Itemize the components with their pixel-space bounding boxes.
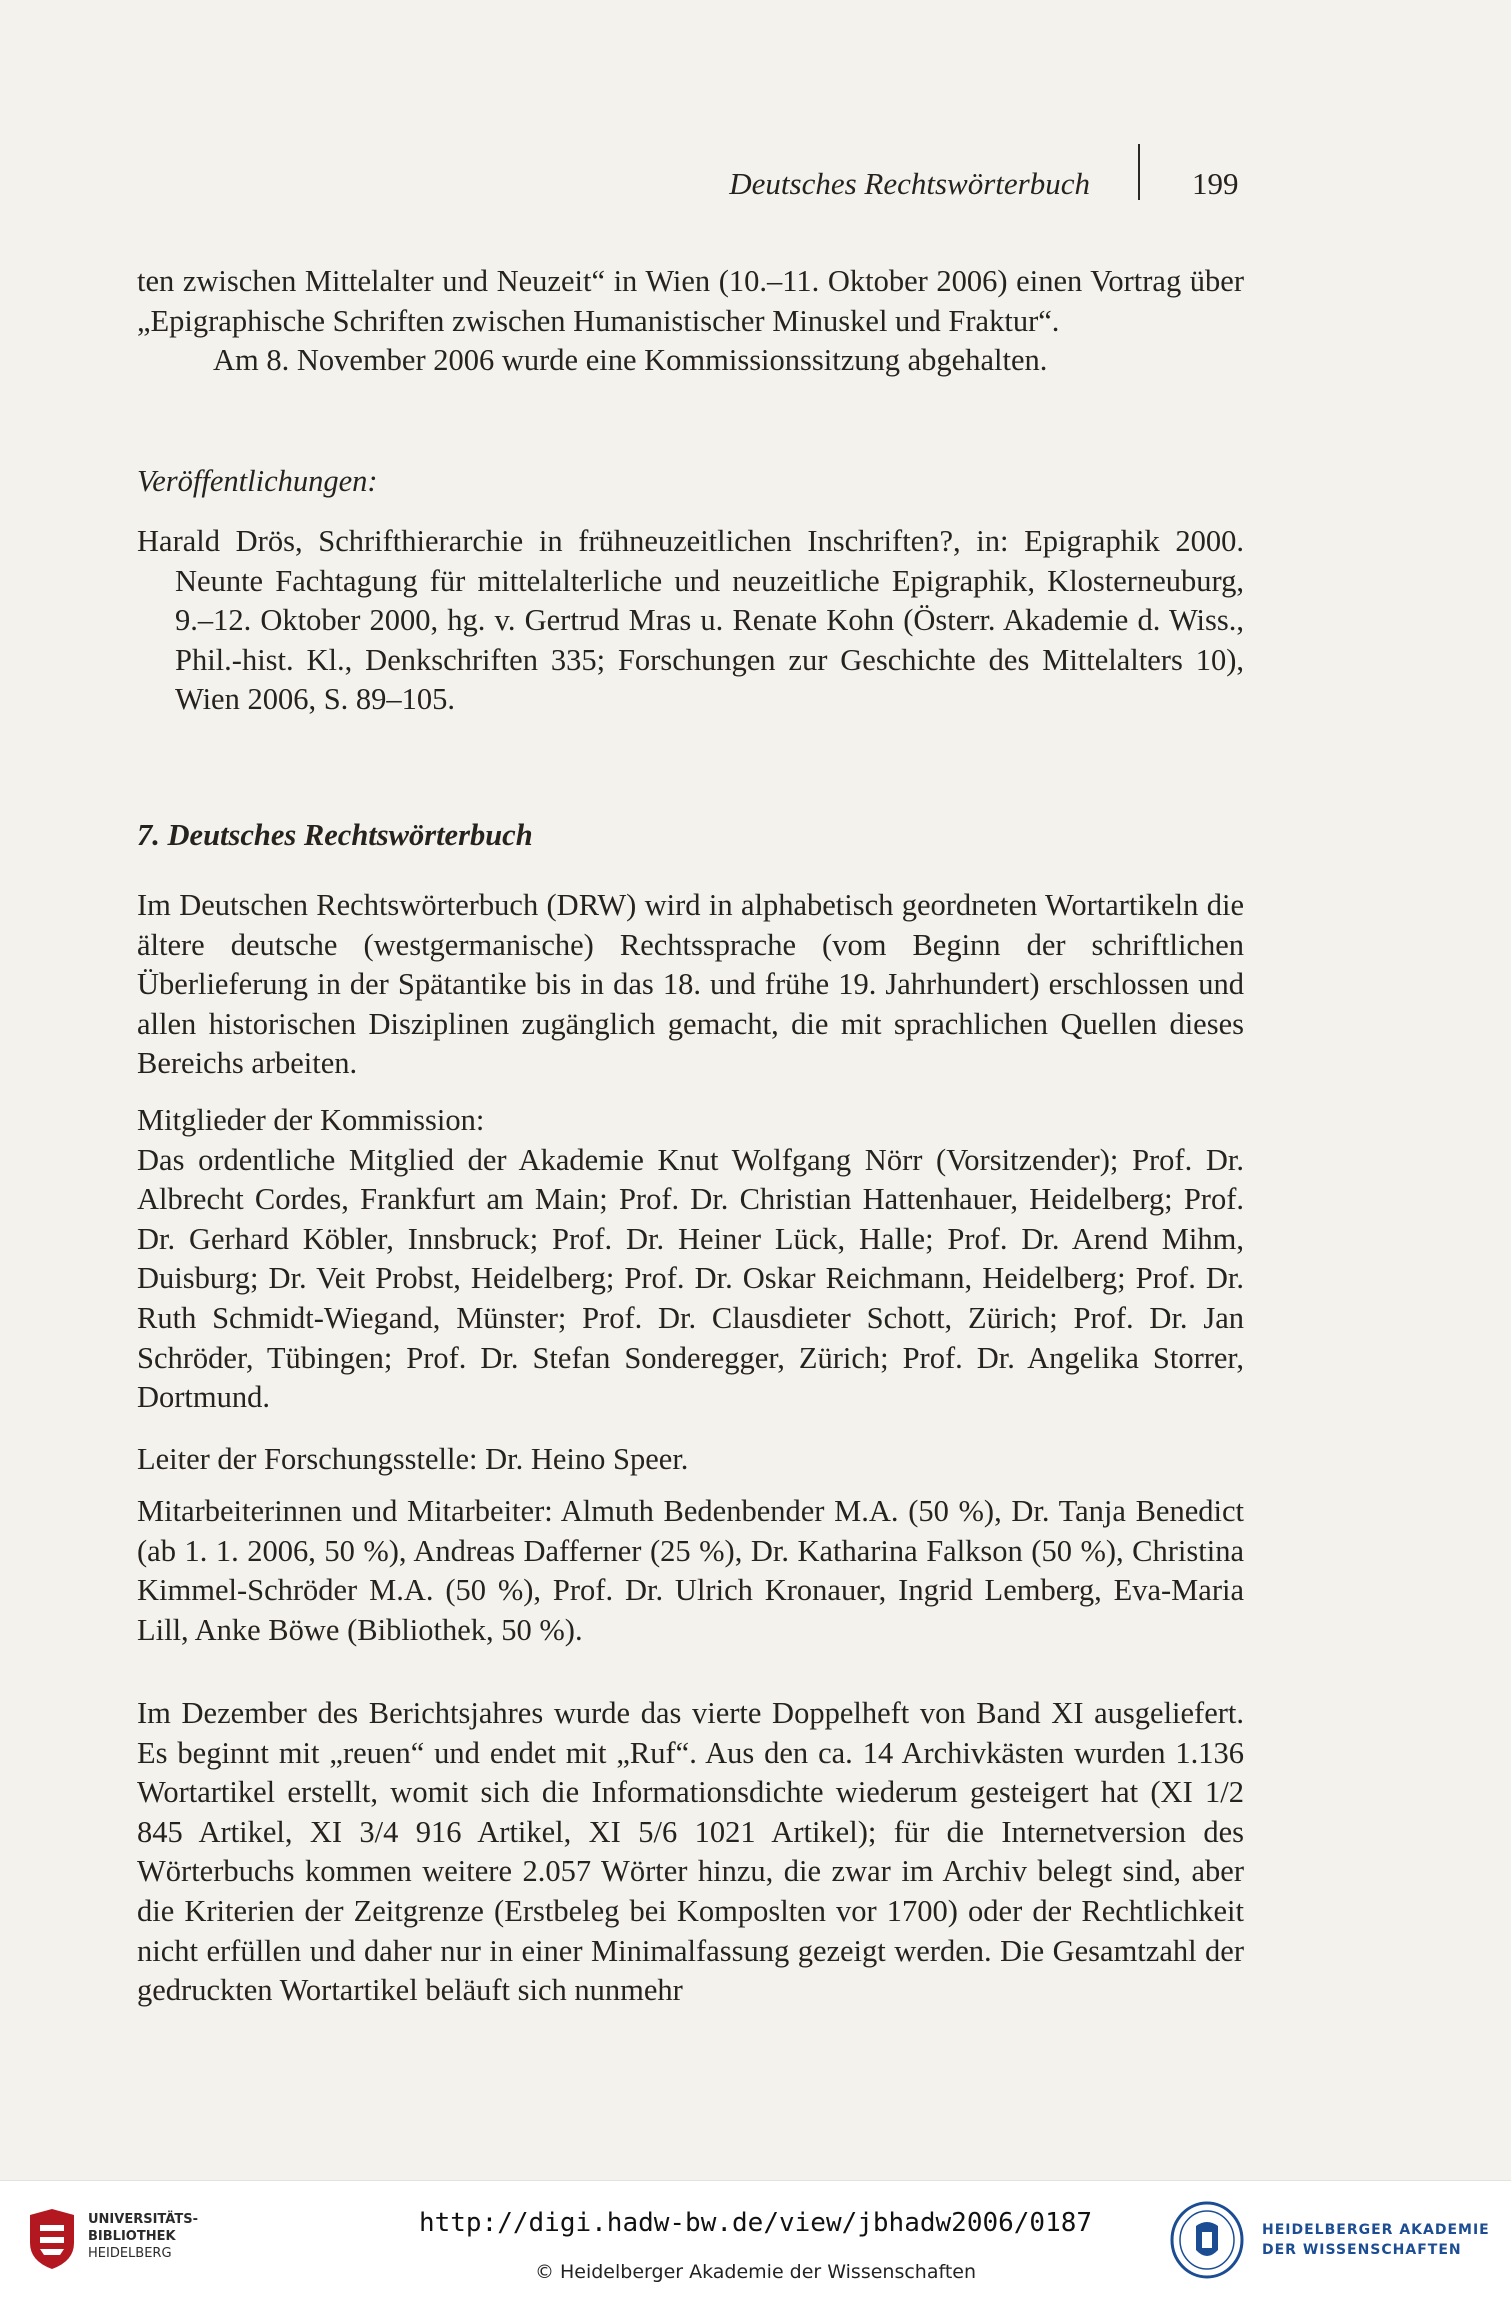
members-block	[137, 1101, 1244, 1418]
academy-line-2: DER WISSENSCHAFTEN	[1262, 2242, 1462, 2258]
paragraph-drw-text: Im Deutschen Rechtswörterbuch (DRW) wird in alphabetisch geordneten Wortartikeln die ältere deutsche (westgermanische) Rechtssprache (vom Beginn der schriftlichen Überlieferung in der Spätantike bis in das 18. und frühe 19. Jahrhundert) erschlossen und allen historischen Disziplinen zugänglich gemacht, die mit sprachlichen Quellen dieses Bereichs arbeiten.	[137, 888, 1244, 1081]
publication-text: Harald Drös, Schrifthierarchie in frühneuzeitlichen Inschriften?, in: Epigraphik 2000. Neunte Fachtagung für mittelalterliche und neuzeitliche Epigraphik, Klosterneuburg, 9.–12. Oktober 2000, hg. v. Gertrud Mras u. Renate Kohn (Österr. Akademie d. Wiss., Phil.-hist. Kl., Denkschriften 335; Forschungen zur Geschichte des Mittelalters 10), Wien 2006, S. 89–105.	[137, 524, 1244, 717]
academy-line-1: HEIDELBERGER AKADEMIE	[1262, 2222, 1490, 2238]
members-label: Mitglieder der Kommission:	[137, 1103, 485, 1137]
staff-block	[137, 1492, 1244, 1650]
publications-heading: Veröffentlichungen:	[137, 464, 378, 498]
permalink-url[interactable]: http://digi.hadw-bw.de/view/jbhadw2006/0187	[418, 2208, 1093, 2238]
library-line-2: BIBLIOTHEK	[88, 2229, 176, 2244]
paragraph-volume	[137, 1694, 1244, 2011]
library-line-1: UNIVERSITÄTS-	[88, 2212, 198, 2227]
paragraph-drw-intro	[137, 886, 1244, 1084]
library-line-3: HEIDELBERG	[88, 2246, 172, 2261]
section-heading: 7. Deutsches Rechtswörterbuch	[137, 818, 533, 852]
academy-name	[1262, 2220, 1490, 2260]
academy-seal-icon	[1168, 2200, 1246, 2280]
page-number: 199	[1192, 166, 1239, 201]
paragraph-meeting: Am 8. November 2006 wurde eine Kommissionssitzung abgehalten.	[213, 343, 1048, 378]
header-divider	[1138, 144, 1140, 200]
paragraph-intro	[137, 262, 1244, 381]
paragraph-volume-text: Im Dezember des Berichtsjahres wurde das vierte Doppelheft von Band XI ausgeliefert. Es beginnt mit „reuen“ und endet mit „Ruf“. Aus den ca. 14 Archivkästen wurden 1.136 Wortartikel erstellt, womit sich die Informationsdichte wiederum gesteigert hat (XI 1/2 845 Artikel, XI 3/4 916 Artikel, XI 5/6 1021 Artikel); für die Internetversion des Wörterbuchs kommen weitere 2.057 Wörter hinzu, die zwar im Archiv belegt sind, aber die Kriterien der Zeitgrenze (Erstbeleg bei Komposlten vor 1700) oder der Rechtlichkeit nicht erfüllen und daher nur in einer Minimalfassung gezeigt werden. Die Gesamtzahl der gedruckten Wortartikel beläuft sich nunmehr	[137, 1696, 1244, 2008]
running-header-title: Deutsches Rechtswörterbuch	[729, 166, 1090, 201]
leader-line: Leiter der Forschungsstelle: Dr. Heino Speer.	[137, 1442, 689, 1476]
digitization-footer	[0, 2180, 1511, 2302]
paragraph-lecture: ten zwischen Mittelalter und Neuzeit“ in Wien (10.–11. Oktober 2006) einen Vortrag über „Epigraphische Schriften zwischen Humanistischer Minuskel und Fraktur“.	[137, 264, 1244, 338]
publication-entry	[137, 522, 1244, 720]
members-list: Das ordentliche Mitglied der Akademie Knut Wolfgang Nörr (Vorsitzender); Prof. Dr. Albrecht Cordes, Frankfurt am Main; Prof. Dr. Christian Hattenhauer, Heidelberg; Prof. Dr. Gerhard Köbler, Innsbruck; Prof. Dr. Heiner Lück, Halle; Prof. Dr. Arend Mihm, Duisburg; Dr. Veit Probst, Heidelberg; Prof. Dr. Oskar Reichmann, Heidelberg; Prof. Dr. Ruth Schmidt-Wiegand, Münster; Prof. Dr. Clausdieter Schott, Zürich; Prof. Dr. Jan Schröder, Tübingen; Prof. Dr. Stefan Sonderegger, Zürich; Prof. Dr. Angelika Storrer, Dortmund.	[137, 1142, 1244, 1415]
copyright-notice: © Heidelberger Akademie der Wissenschaften	[534, 2261, 977, 2283]
staff-list: Mitarbeiterinnen und Mitarbeiter: Almuth Bedenbender M.A. (50 %), Dr. Tanja Benedict (ab 1. 1. 2006, 50 %), Andreas Dafferner (25 %), Dr. Katharina Falkson (50 %), Christina Kimmel-Schröder M.A. (50 %), Prof. Dr. Ulrich Kronauer, Ingrid Lemberg, Eva-Maria Lill, Anke Böwe (Bibliothek, 50 %).	[137, 1494, 1244, 1647]
